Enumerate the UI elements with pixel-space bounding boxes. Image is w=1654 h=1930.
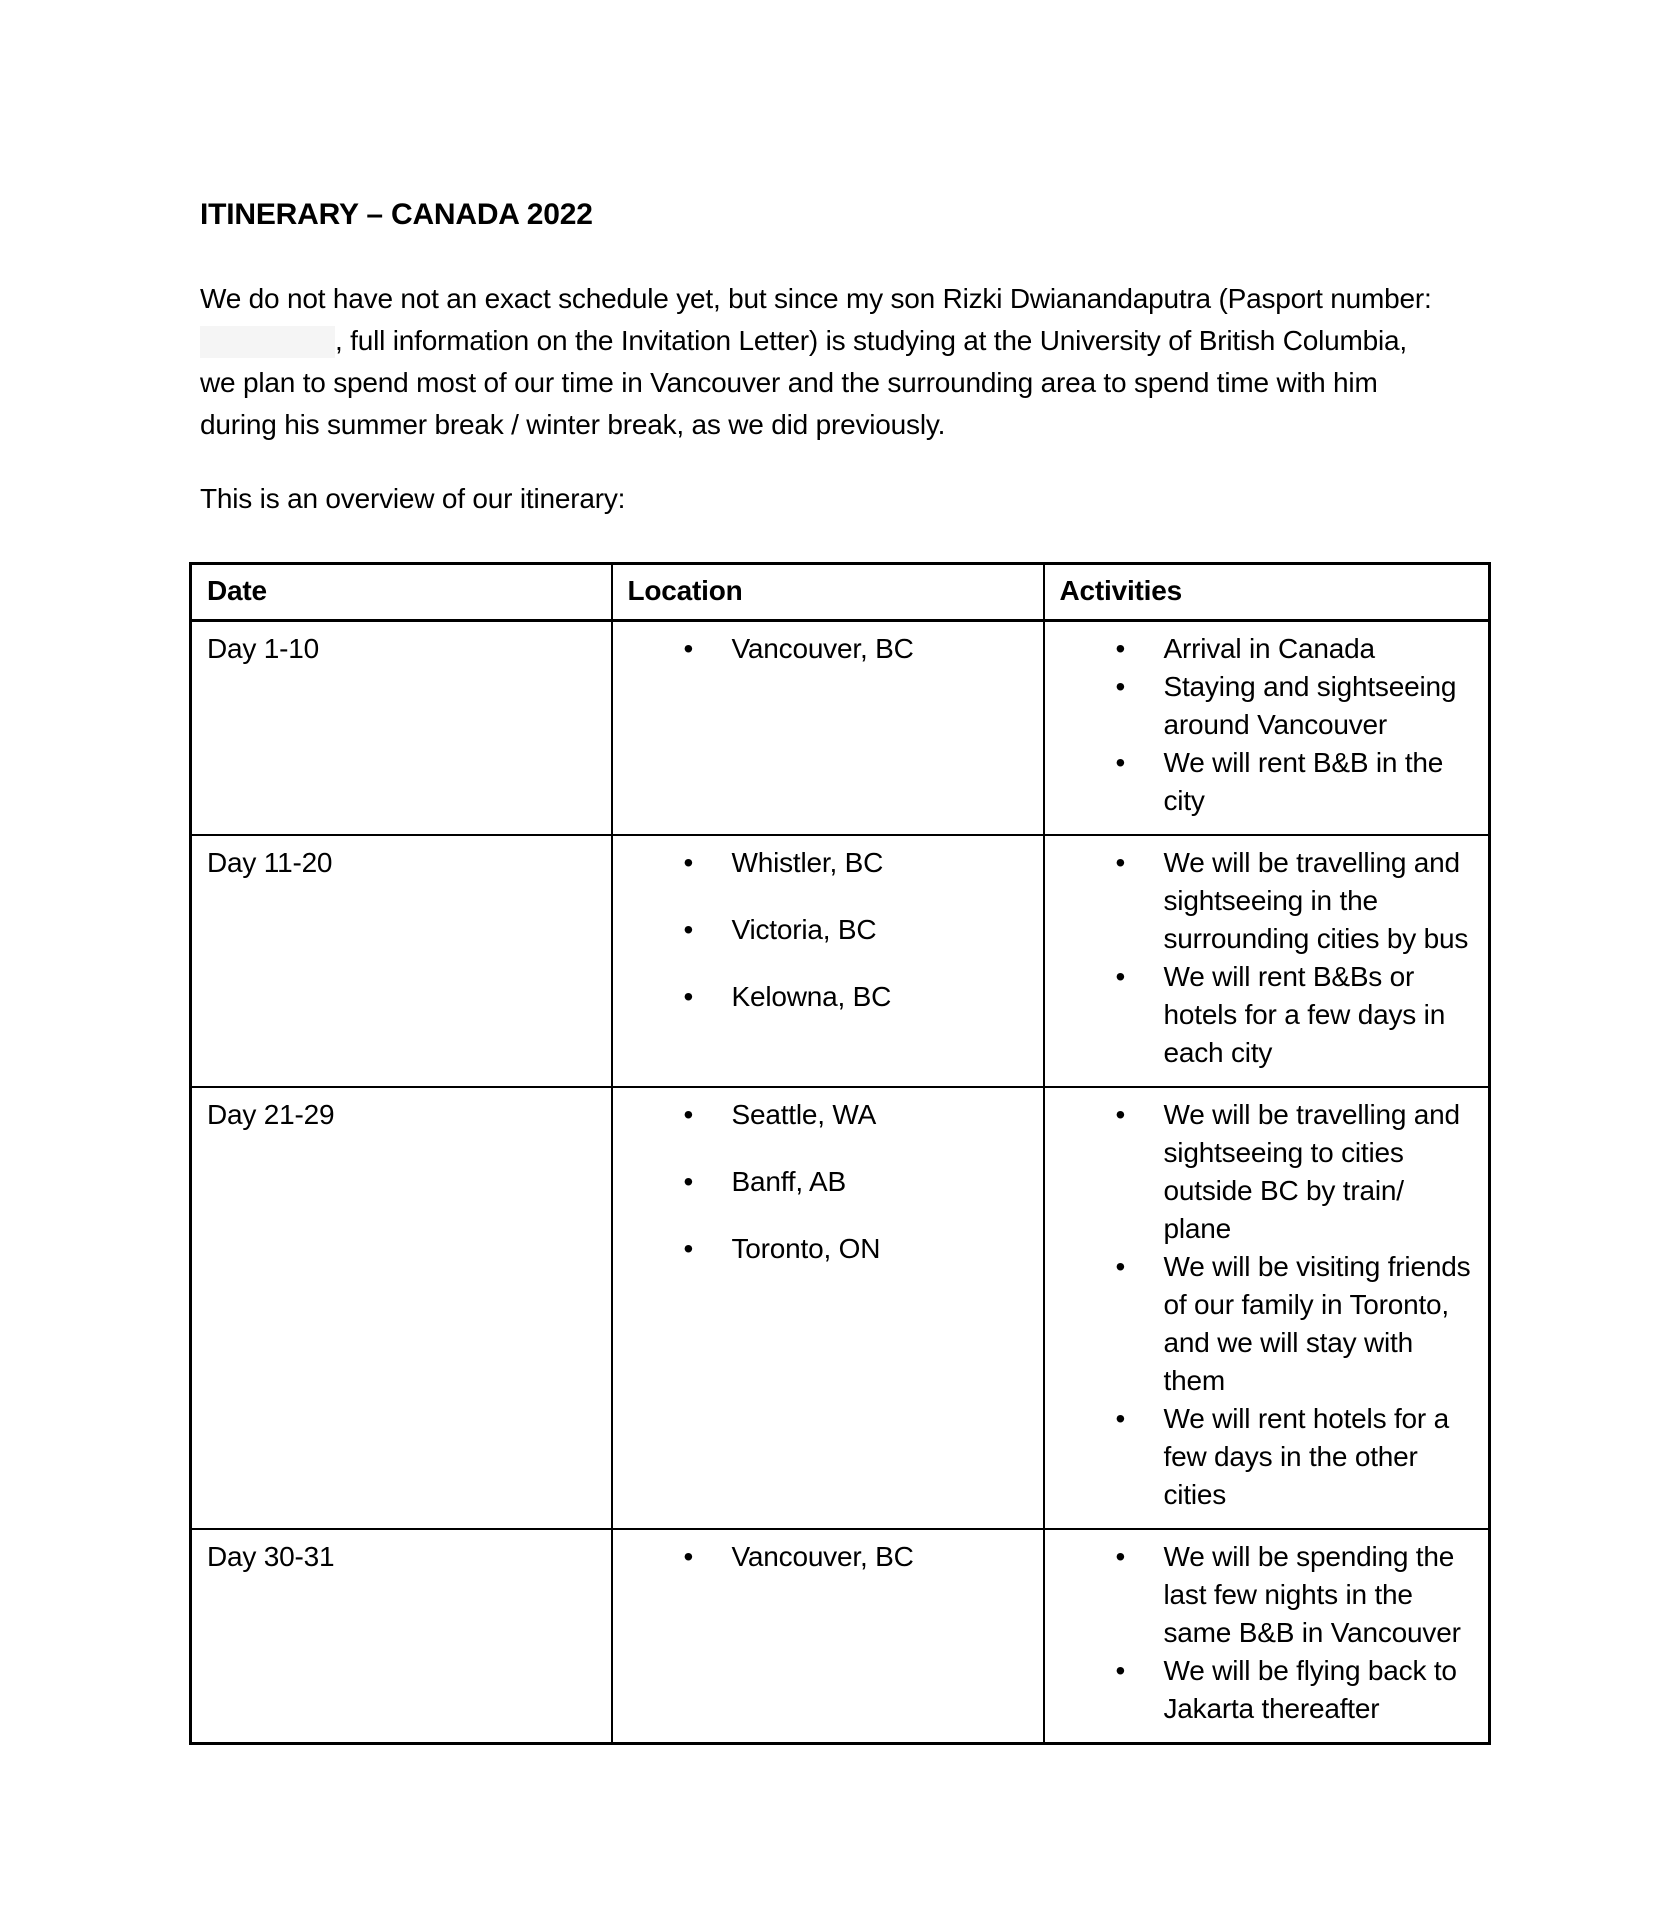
activities-cell	[1044, 1087, 1490, 1529]
intro-line: during his summer break / winter break, as we did previously.	[200, 409, 946, 440]
list-item: • We will rent B&B in the city	[1116, 744, 1474, 820]
list-item: • Staying and sightseeing around Vancouver	[1116, 668, 1474, 744]
location-list	[628, 844, 1028, 1016]
list-item: • Victoria, BC	[684, 911, 1028, 949]
date-cell	[191, 1529, 612, 1744]
date-cell	[191, 835, 612, 1087]
date-text: Day 21-29	[207, 1099, 335, 1130]
location-cell	[612, 1529, 1044, 1744]
list-item: • We will be flying back to Jakarta thereafter	[1116, 1652, 1474, 1728]
table-row	[191, 1529, 1490, 1744]
location-list	[628, 630, 1028, 668]
activities-list	[1060, 1538, 1474, 1728]
list-item: • Vancouver, BC	[684, 630, 1028, 668]
page-title: ITINERARY – CANADA 2022	[200, 198, 593, 231]
activities-list	[1060, 844, 1474, 1072]
itinerary-table	[189, 562, 1491, 1745]
intro-line-text: , full information on the Invitation Letter) is studying at the University of British Columbia,	[335, 325, 1407, 356]
list-item: • We will be visiting friends of our family in Toronto, and we will stay with them	[1116, 1248, 1474, 1400]
date-text: Day 1-10	[207, 633, 320, 664]
date-text: Day 30-31	[207, 1541, 335, 1572]
list-item: • We will rent B&Bs or hotels for a few days in each city	[1116, 958, 1474, 1072]
header-activities: Activities	[1044, 564, 1490, 621]
table-row	[191, 1087, 1490, 1529]
overview-text: This is an overview of our itinerary:	[200, 483, 626, 514]
header-location: Location	[612, 564, 1044, 621]
activities-cell	[1044, 835, 1490, 1087]
list-item: • We will be spending the last few nights in the same B&B in Vancouver	[1116, 1538, 1474, 1652]
list-item: • We will be travelling and sightseeing in the surrounding cities by bus	[1116, 844, 1474, 958]
intro-line	[200, 320, 1499, 362]
location-cell	[612, 621, 1044, 836]
table-row	[191, 621, 1490, 836]
date-cell	[191, 1087, 612, 1529]
intro-line: We do not have not an exact schedule yet, but since my son Rizki Dwianandaputra (Pasport number:	[200, 283, 1432, 314]
redacted-passport-number	[200, 326, 335, 358]
date-text: Day 11-20	[207, 847, 333, 878]
list-item: • Toronto, ON	[684, 1230, 1028, 1268]
list-item: • Seattle, WA	[684, 1096, 1028, 1134]
intro-paragraph	[200, 278, 1499, 446]
activities-cell	[1044, 621, 1490, 836]
activities-list	[1060, 1096, 1474, 1514]
table-row	[191, 835, 1490, 1087]
header-date: Date	[191, 564, 612, 621]
list-item: • Arrival in Canada	[1116, 630, 1474, 668]
list-item: • We will rent hotels for a few days in the other cities	[1116, 1400, 1474, 1514]
location-cell	[612, 1087, 1044, 1529]
location-list	[628, 1096, 1028, 1268]
date-cell	[191, 621, 612, 836]
list-item: • Kelowna, BC	[684, 978, 1028, 1016]
intro-line: we plan to spend most of our time in Vancouver and the surrounding area to spend time with him	[200, 367, 1378, 398]
location-cell	[612, 835, 1044, 1087]
list-item: • Banff, AB	[684, 1163, 1028, 1201]
activities-list	[1060, 630, 1474, 820]
list-item: • Vancouver, BC	[684, 1538, 1028, 1576]
table-header-row	[191, 564, 1490, 621]
list-item: • We will be travelling and sightseeing to cities outside BC by train/ plane	[1116, 1096, 1474, 1248]
activities-cell	[1044, 1529, 1490, 1744]
list-item: • Whistler, BC	[684, 844, 1028, 882]
location-list	[628, 1538, 1028, 1576]
